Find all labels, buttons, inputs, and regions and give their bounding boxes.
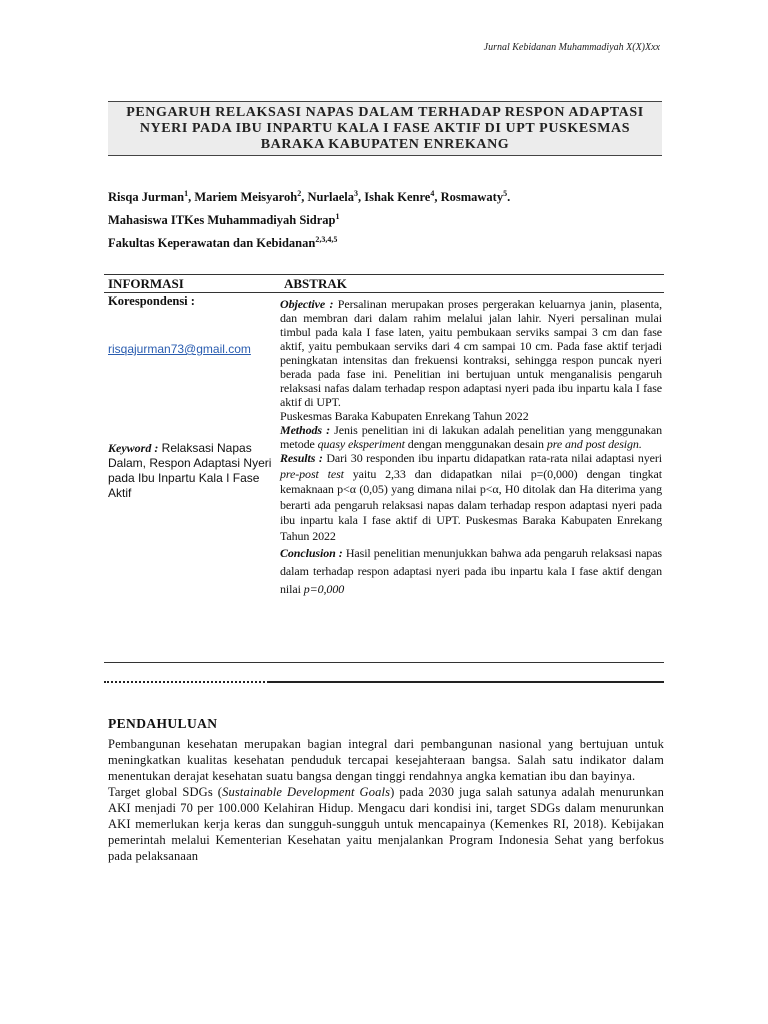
objective-place: Puskesmas Baraka Kabupaten Enrekang Tahun 2022 [280,409,529,423]
table-bottom-rule [104,662,664,663]
conclusion-label: Conclusion : [280,546,343,560]
objective-paragraph: Objective : Persalinan merupakan proses pergerakan keluarnya janin, plasenta, dan membran dari dalam rahim melalui jalan lahir. Nyeri persalinan mulai timbul pada kala I fase laten, yaitu pembukaan serviks sampai 3 cm dan fase aktif, yaitu pembukaan serviks dari 4 cm sampai 10 cm. Pada fase aktif terjadi peningkatan intensitas dan frekuensi kontraksi, sehingga respon puncak nyeri berada pada fase ini. Penelitian ini bertujuan untuk menganalisis pengaruh relaksasi nafas dalam terhadap respon adaptasi nyeri pada ibu inpartu kala I fase aktif di UPT. [280,297,663,409]
divider-solid [269,681,664,683]
title-line-1: PENGARUH RELAKSASI NAPAS DALAM TERHADAP RESPON ADAPTASI [126,105,644,120]
title-line-2: NYERI PADA IBU INPARTU KALA I FASE AKTIF DI UPT PUSKESMAS [139,121,631,136]
results-label: Results : [280,451,323,465]
results-paragraph: Results : Dari 30 responden ibu inpartu didapatkan rata-rata nilai adaptasi nyeri pre-post test yaitu 2,33 dan didapatkan nilai p=(0,000) dengan tingkat kemaknaan p<α (0,05) yang dimana nilai p<α, H0 ditolak dan Ha diterima yang berarti ada pengaruh relaksasi napas dalam terhadap respon adaptasi nyeri pada ibu inpartu kala I fase aktif di UPT. Puskesmas Baraka Kabupaten Enrekang Tahun 2022 [280,451,662,543]
table-header-row [104,275,664,293]
author-name: Ishak Kenre [364,190,431,205]
conclusion-paragraph: Conclusion : Hasil penelitian menunjukkan bahwa ada pengaruh relaksasi napas dalam terhadap respon adaptasi nyeri pada ibu inpartu kala I fase aktif dengan nilai p=0,000 [280,546,662,596]
intro-paragraph-1: Pembangunan kesehatan merupakan bagian integral dari pembangunan nasional yang bertujuan untuk meningkatkan kualitas kesehatan penduduk tercapai kesejahteraan bangsa. Salah satu indikator dalam menentukan derajat kesehatan suatu bangsa dengan tinggi rendahnya angka kematian ibu dan bayinya. [108,737,664,783]
methods-label: Methods : [280,423,331,437]
title-line-3: BARAKA KABUPATEN ENREKANG [260,137,510,152]
paper-title [108,101,662,156]
author-name: Rosmawaty [440,190,504,205]
abstract-column [276,293,664,685]
methods-paragraph: Methods : Jenis penelitian ini di lakukan adalah penelitian yang menggunakan metode quasy eksperiment dengan menggunakan desain pre and post design. [280,423,662,451]
section-divider [104,681,664,683]
table-body-row [104,293,664,685]
intro-paragraph-2: Target global SDGs (Sustainable Development Goals) pada 2030 juga salah satunya adalah menurunkan AKI menjadi 70 per 100.000 Kelahiran Hidup. Mengacu dari kondisi ini, target SDGs dalam menurunkan AKI memerlukan kerja keras dan sungguh-sungguh untuk mencapainya (Kemenkes RI, 2018). Kebijakan pemerintah melalui Kementerian Kesehatan yaitu menjalankan Program Indonesia Sehat yang berfokus pada pelaksanaan [108,785,664,863]
author-name: Mariem Meisyaroh [194,190,298,205]
section-heading-pendahuluan: PENDAHULUAN [108,716,218,731]
author-list: Risqa Jurman$^1$, Mariem Meisyaroh$^2$, Nurlaela$^3$, Ishak Kenre$^4$, Rosmawaty$^5$. [108,189,511,205]
keyword-label: Keyword : [108,441,159,455]
abstract-table [104,274,664,685]
affiliation-1: Mahasiswa ITKes Muhammadiyah Sidrap$^1$ [108,212,340,228]
email-link[interactable]: risqajurman73@gmail.com [108,342,251,356]
objective-label: Objective : [280,297,334,311]
intro-body [108,736,664,864]
info-column [104,293,276,685]
header-abstrak: ABSTRAK [284,276,347,291]
header-informasi: INFORMASI [108,276,184,291]
divider-dotted [104,681,269,683]
keyword-text: Relaksasi Napas Dalam, Respon Adaptasi Nyeri pada Ibu Inpartu Kala I Fase Aktif [108,441,272,500]
affiliation-2: Fakultas Keperawatan dan Kebidanan$^{2,3,4,5}$ [108,235,338,251]
correspondence-label: Korespondensi : [108,294,195,308]
author-block [108,184,668,253]
author-name: Nurlaela [307,190,354,205]
author-name: Risqa Jurman [108,190,185,205]
journal-header: Jurnal Kebidanan Muhammadiyah X(X)Xxx [483,42,660,53]
keyword-block [108,441,276,501]
